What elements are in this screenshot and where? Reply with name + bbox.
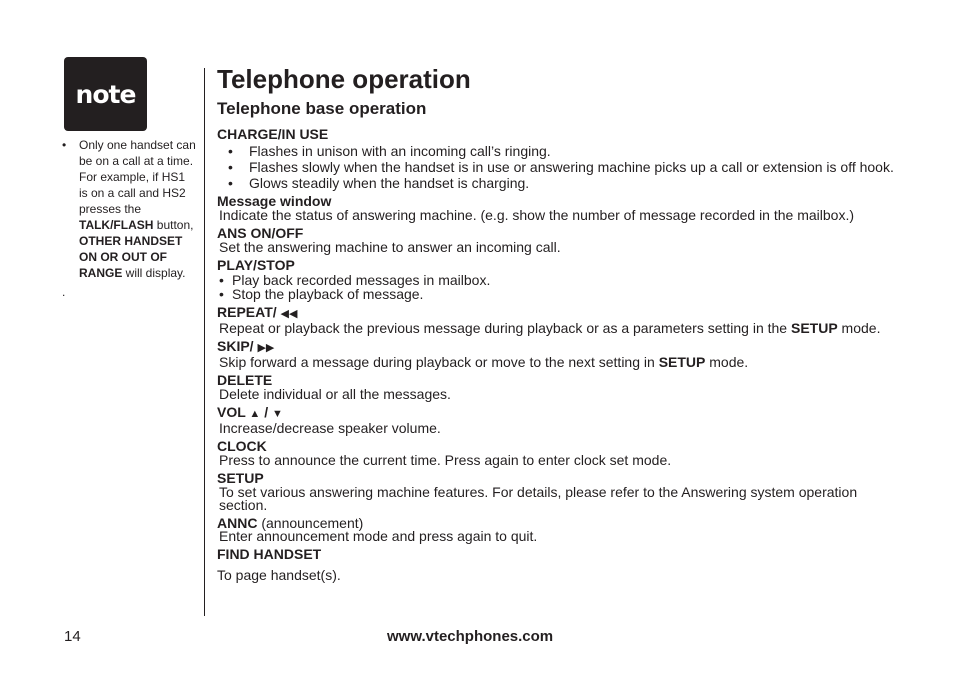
heading-charge: CHARGE/IN USE [217, 126, 329, 142]
heading-skip-label: SKIP/ [217, 338, 254, 354]
heading-vol-slash: / [264, 404, 269, 420]
page-title: Telephone operation [217, 64, 471, 94]
sidenote-text-1: Only one handset can be on a call at a time. For example, if HS1 is on a call and HS2 presses the [79, 138, 196, 216]
desc-clock: Press to announce the current time. Press again to enter clock set mode. [219, 452, 672, 468]
desc-find: To page handset(s). [217, 567, 341, 583]
section-message [217, 194, 907, 222]
desc-vol: Increase/decrease speaker volume. [219, 420, 441, 436]
desc-setup: To set various answering machine features. For details, please refer to the Answering system operation section. [219, 484, 858, 513]
list-item [217, 176, 907, 190]
sidenote-text-2: button, [153, 218, 194, 232]
note-badge [64, 57, 147, 131]
section-find [217, 547, 907, 582]
list-item [217, 287, 907, 301]
section-annc [217, 516, 907, 543]
sections [217, 127, 907, 582]
heading-message: Message window [217, 193, 332, 209]
heading-clock: CLOCK [217, 438, 267, 454]
section-clock [217, 439, 907, 467]
sidenote-item [62, 137, 197, 281]
heading-ans: ANS ON/OFF [217, 225, 304, 241]
sidenote-text [79, 137, 197, 281]
page-number: 14 [64, 628, 81, 645]
section-play [217, 258, 907, 301]
desc-repeat [217, 322, 907, 335]
note-badge-label: note [75, 79, 136, 109]
section-skip [217, 339, 907, 369]
footer-url: www.vtechphones.com [387, 628, 554, 645]
heading-setup: SETUP [217, 470, 264, 486]
section-delete [217, 373, 907, 401]
talk-flash-label: TALK/FLASH [79, 218, 154, 232]
main-content [217, 64, 907, 582]
desc-repeat-1: Repeat or playback the previous message during playback or as a parameters setting in the [219, 320, 791, 336]
list-item-text: Play back recorded messages in mailbox. [232, 272, 491, 288]
setup-label: SETUP [658, 354, 706, 370]
desc-skip-2: mode. [705, 354, 749, 370]
desc-delete: Delete individual or all the messages. [219, 386, 451, 402]
setup-label: SETUP [790, 320, 838, 336]
desc-skip [217, 356, 907, 369]
section-setup [217, 471, 907, 512]
bullet-icon: • [219, 286, 224, 302]
desc-repeat-2: mode. [837, 320, 881, 336]
heading-annc-extra: (announcement) [257, 515, 364, 531]
bullet-icon: • [219, 272, 224, 288]
rewind-icon: ◀◀ [280, 308, 298, 320]
list-item-text: Glows steadily when the handset is charging. [249, 175, 530, 191]
fast-forward-icon: ▶▶ [257, 342, 275, 354]
list-item [217, 144, 907, 158]
sidenote-text-3: will display. [122, 266, 186, 280]
list-item-text: Flashes in unison with an incoming call’s ringing. [249, 143, 551, 159]
triangle-up-icon: ▲ [249, 408, 261, 420]
charge-list [217, 144, 907, 190]
sidenote-tail: . [62, 285, 66, 299]
list-item [217, 160, 907, 174]
desc-message: Indicate the status of answering machine. (e.g. show the number of message recorded in the mailbox.) [219, 207, 855, 223]
heading-annc-label: ANNC [217, 515, 258, 531]
triangle-down-icon: ▼ [271, 408, 283, 420]
sidenote [62, 137, 197, 300]
desc-skip-1: Skip forward a message during playback or move to the next setting in [219, 354, 659, 370]
section-charge [217, 127, 907, 190]
bullet-icon: • [228, 159, 233, 175]
list-item-text: Stop the playback of message. [232, 286, 424, 302]
heading-repeat-label: REPEAT/ [217, 304, 277, 320]
heading-find: FIND HANDSET [217, 546, 322, 562]
section-repeat [217, 305, 907, 335]
bullet-icon: • [62, 138, 67, 152]
desc-ans: Set the answering machine to answer an incoming call. [219, 239, 561, 255]
other-handset-label: OTHER HANDSET ON OR OUT OF RANGE [79, 234, 183, 280]
play-list [217, 273, 907, 301]
list-item-text: Flashes slowly when the handset is in use or answering machine picks up a call or extension is off hook. [249, 159, 894, 175]
vertical-divider [204, 68, 205, 616]
section-vol [217, 405, 907, 435]
desc-annc: Enter announcement mode and press again to quit. [219, 528, 538, 544]
section-ans [217, 226, 907, 254]
bullet-icon: • [228, 175, 233, 191]
bullet-icon: • [228, 143, 233, 159]
list-item [217, 273, 907, 287]
page-subtitle: Telephone base operation [217, 99, 427, 118]
heading-delete: DELETE [217, 372, 273, 388]
heading-vol-label: VOL [217, 404, 246, 420]
heading-play: PLAY/STOP [217, 257, 295, 273]
